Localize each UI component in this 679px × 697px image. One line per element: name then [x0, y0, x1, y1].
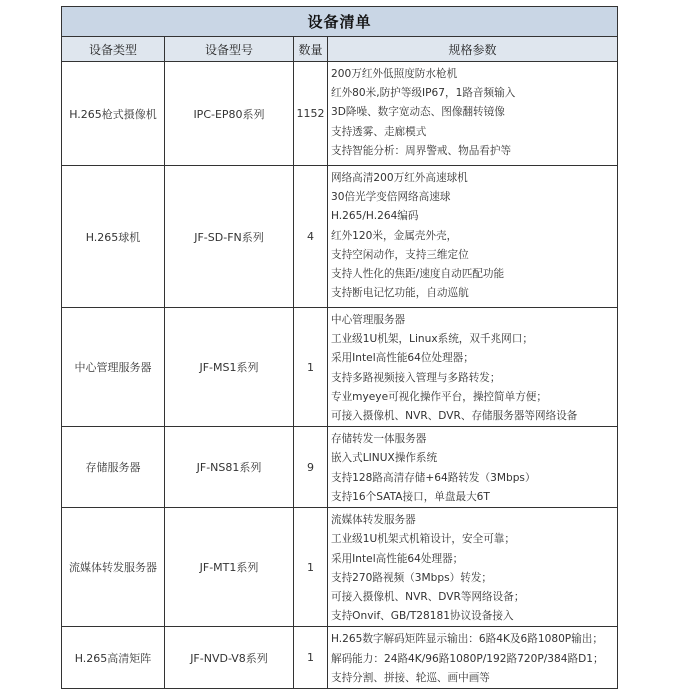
device-type: H.265枪式摄像机 — [62, 62, 165, 166]
device-quantity: 1 — [294, 308, 328, 427]
device-quantity: 1 — [294, 627, 328, 689]
device-model: IPC-EP80系列 — [165, 62, 294, 166]
header-device-type: 设备类型 — [62, 37, 165, 62]
spec-line: H.265/H.264编码 — [331, 210, 419, 223]
device-type: 中心管理服务器 — [62, 308, 165, 427]
table-row — [62, 508, 618, 627]
spec-line: 支持16个SATA接口，单盘最大6T — [331, 490, 490, 503]
spec-line: 支持128路高清存储+64路转发（3Mbps） — [331, 471, 536, 484]
spec-line: 存储转发一体服务器 — [331, 433, 427, 446]
spec-line: 支持人性化的焦距/速度自动匹配功能 — [331, 268, 505, 281]
device-type: 流媒体转发服务器 — [62, 508, 165, 627]
spec-line: 可接入摄像机、NVR、DVR等网络设备； — [331, 591, 525, 604]
spec-line: 支持多路视频接入管理与多路转发； — [331, 371, 501, 384]
device-quantity: 1152 — [294, 62, 328, 166]
device-type: H.265球机 — [62, 166, 165, 308]
table-row — [62, 308, 618, 427]
device-quantity: 1 — [294, 508, 328, 627]
spec-line: 30倍光学变倍网络高速球 — [331, 191, 451, 204]
spec-line: 嵌入式LINUX操作系统 — [331, 452, 438, 465]
spec-line: 流媒体转发服务器 — [331, 514, 416, 527]
header-quantity: 数量 — [294, 37, 328, 62]
device-specs — [328, 308, 618, 427]
device-model: JF-NVD-V8系列 — [165, 627, 294, 689]
spec-line: 网络高清200万红外高速球机 — [331, 172, 468, 184]
spec-line: 专业myeye可视化操作平台，操控简单方便； — [331, 390, 547, 403]
header-device-model: 设备型号 — [165, 37, 294, 62]
device-specs — [328, 62, 618, 166]
spec-line: 支持透雾、走廊模式 — [331, 125, 427, 138]
device-quantity: 4 — [294, 166, 328, 308]
spec-line: 支持270路视频（3Mbps）转发； — [331, 571, 493, 584]
device-model: JF-NS81系列 — [165, 427, 294, 508]
spec-line: 支持Onvif、GB/T28181协议设备接入 — [331, 610, 514, 623]
spec-line: 支持空闲动作，支持三维定位 — [331, 248, 469, 261]
table-row — [62, 427, 618, 508]
spec-line: 可接入摄像机、NVR、DVR、存储服务器等网络设备 — [331, 410, 578, 423]
device-type: 存储服务器 — [62, 427, 165, 508]
spec-line: 支持断电记忆功能，自动巡航 — [331, 287, 469, 300]
spec-line: 支持智能分析：周界警戒、物品看护等 — [331, 144, 512, 157]
device-model: JF-SD-FN系列 — [165, 166, 294, 308]
device-quantity: 9 — [294, 427, 328, 508]
spec-line: 工业级1U机架，Linux系统，双千兆网口； — [331, 333, 533, 346]
table-row — [62, 166, 618, 308]
header-specifications: 规格参数 — [328, 37, 618, 62]
spec-line: 工业级1U机架式机箱设计，安全可靠； — [331, 533, 515, 546]
device-model: JF-MT1系列 — [165, 508, 294, 627]
equipment-table — [61, 6, 618, 689]
spec-line: 3D降噪、数字宽动态、图像翻转镜像 — [331, 106, 505, 119]
spec-line: 采用Intel高性能64位处理器； — [331, 352, 474, 365]
title-row — [62, 7, 618, 37]
table-row — [62, 627, 618, 689]
device-model: JF-MS1系列 — [165, 308, 294, 427]
table-title: 设备清单 — [62, 7, 618, 37]
device-specs — [328, 166, 618, 308]
table-row — [62, 62, 618, 166]
spec-line: 红外80米,防护等级IP67，1路音频输入 — [331, 87, 516, 100]
spec-line: 红外120米，金属壳外壳， — [331, 229, 458, 242]
device-specs — [328, 508, 618, 627]
spec-line: 采用Intel高性能64处理器； — [331, 552, 464, 565]
device-specs — [328, 427, 618, 508]
device-specs — [328, 627, 618, 689]
spec-line: 200万红外低照度防水枪机 — [331, 68, 458, 80]
spec-paragraph: H.265数字解码矩阵显示输出：6路4K及6路1080P输出；解码能力：24路4K/96路1080P/192路720P/384路D1；支持分割、拼接、轮巡、画中画等 — [331, 633, 604, 684]
device-type: H.265高清矩阵 — [62, 627, 165, 689]
spec-line: 中心管理服务器 — [331, 314, 406, 326]
header-row — [62, 37, 618, 62]
